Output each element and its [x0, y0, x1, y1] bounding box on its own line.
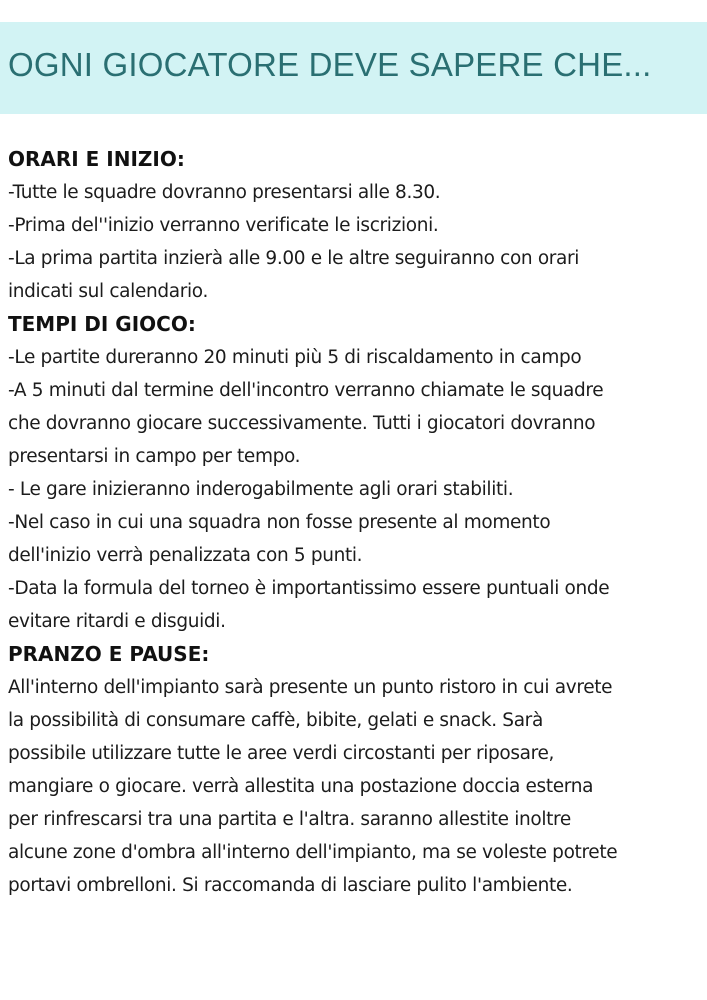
text-line: la possibilità di consumare caffè, bibite, gelati e snack. Sarà	[8, 710, 543, 731]
text-line: per rinfrescarsi tra una partita e l'altra. saranno allestite inoltre	[8, 809, 571, 830]
text-line: - Le gare inizieranno inderogabilmente agli orari stabiliti.	[8, 479, 514, 500]
text-line: evitare ritardi e disguidi.	[8, 611, 226, 632]
text-line: alcune zone d'ombra all'interno dell'impianto, ma se voleste potrete	[8, 842, 618, 863]
rules-content	[8, 143, 700, 902]
section-heading: TEMPI DI GIOCO:	[8, 312, 196, 336]
section-orari-inizio	[8, 143, 700, 308]
text-line: -A 5 minuti dal termine dell'incontro verranno chiamate le squadre	[8, 380, 604, 401]
title-banner	[0, 22, 707, 114]
section-heading: ORARI E INIZIO:	[8, 147, 185, 171]
text-line: All'interno dell'impianto sarà presente un punto ristoro in cui avrete	[8, 677, 613, 698]
text-line: -Prima del''inizio verranno verificate le iscrizioni.	[8, 215, 439, 236]
section-tempi-gioco	[8, 308, 700, 638]
text-line: -La prima partita inzierà alle 9.00 e le altre seguiranno con orari	[8, 248, 580, 269]
text-line: mangiare o giocare. verrà allestita una postazione doccia esterna	[8, 776, 594, 797]
section-pranzo-pause	[8, 638, 700, 902]
page-title: OGNI GIOCATORE DEVE SAPERE CHE...	[8, 46, 652, 83]
text-line: -Data la formula del torneo è importantissimo essere puntuali onde	[8, 578, 610, 599]
text-line: dell'inizio verrà penalizzata con 5 punti.	[8, 545, 363, 566]
text-line: -Tutte le squadre dovranno presentarsi alle 8.30.	[8, 182, 441, 203]
text-line: -Nel caso in cui una squadra non fosse presente al momento	[8, 512, 551, 533]
text-line: -Le partite dureranno 20 minuti più 5 di riscaldamento in campo	[8, 347, 582, 368]
text-line: indicati sul calendario.	[8, 281, 208, 302]
section-heading: PRANZO E PAUSE:	[8, 642, 210, 666]
text-line: che dovranno giocare successivamente. Tutti i giocatori dovranno	[8, 413, 596, 434]
text-line: possibile utilizzare tutte le aree verdi circostanti per riposare,	[8, 743, 555, 764]
text-line: portavi ombrelloni. Si raccomanda di lasciare pulito l'ambiente.	[8, 875, 573, 896]
text-line: presentarsi in campo per tempo.	[8, 446, 301, 467]
